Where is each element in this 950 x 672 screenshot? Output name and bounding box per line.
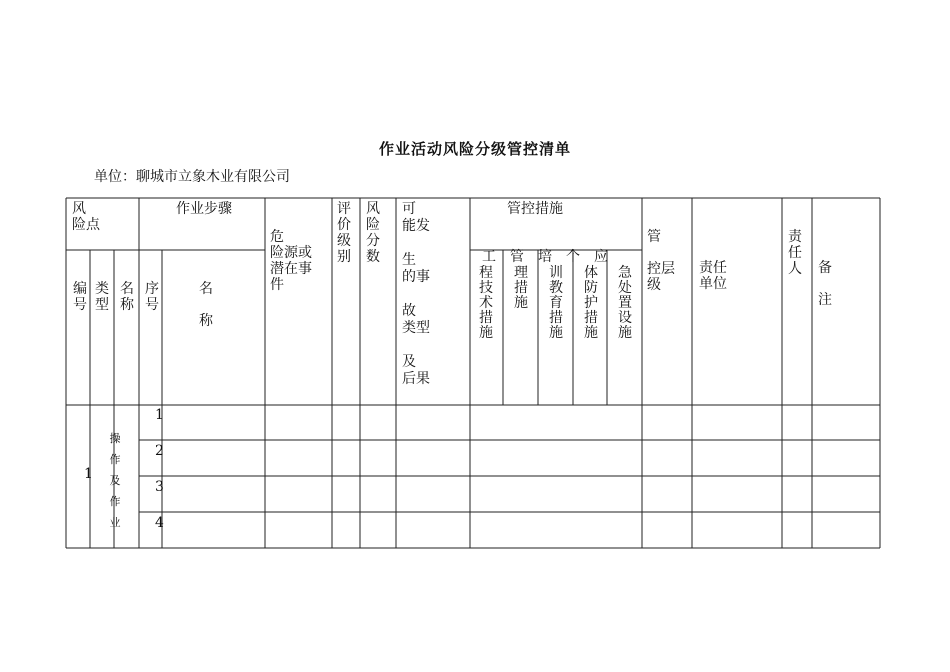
subheader-control-prefixes: 工 管 培 个 应 xyxy=(482,249,608,265)
row-seq-4: 4 xyxy=(155,515,164,531)
row-seq-1: 1 xyxy=(155,407,164,423)
row-code: 1 xyxy=(84,466,93,482)
subheader-engineering: 程技术措施 xyxy=(479,265,493,341)
unit-line: 单位：聊城市立象木业有限公司 xyxy=(94,169,290,185)
header-risk-point: 风 险点 xyxy=(72,201,100,233)
row-type: 操作及作业 xyxy=(109,432,121,529)
header-remark: 备 注 xyxy=(818,260,832,308)
header-eval-level: 评 价 级 别 xyxy=(337,201,351,265)
row-seq-3: 3 xyxy=(155,479,164,495)
subheader-training: 训教育措施 xyxy=(549,265,563,341)
header-resp-person: 责 任 人 xyxy=(788,229,802,277)
subheader-emergency: 急处置设施 xyxy=(618,265,632,341)
subheader-name: 名 称 xyxy=(120,281,134,313)
header-controls: 管控措施 xyxy=(507,201,563,217)
header-hazard: 危 险源或 潜在事 件 xyxy=(270,229,312,293)
subheader-ppe: 体防护措施 xyxy=(584,265,598,341)
header-accident: 可 能发 生 的事 故 类型 及 后果 xyxy=(402,201,430,387)
header-control-level: 管 控层 级 xyxy=(647,229,675,293)
header-risk-score: 风 险 分 数 xyxy=(366,201,380,265)
subheader-code: 编 号 xyxy=(73,281,87,313)
subheader-type: 类 型 xyxy=(95,281,109,313)
subheader-seq: 序 号 xyxy=(145,281,159,313)
subheader-management: 理措施 xyxy=(514,265,528,311)
row-seq-2: 2 xyxy=(155,443,164,459)
subheader-step-name: 名 称 xyxy=(199,281,213,329)
header-work-steps: 作业步骤 xyxy=(176,201,232,217)
header-resp-unit: 责任 单位 xyxy=(699,260,727,292)
document-title: 作业活动风险分级管控清单 xyxy=(378,140,571,158)
